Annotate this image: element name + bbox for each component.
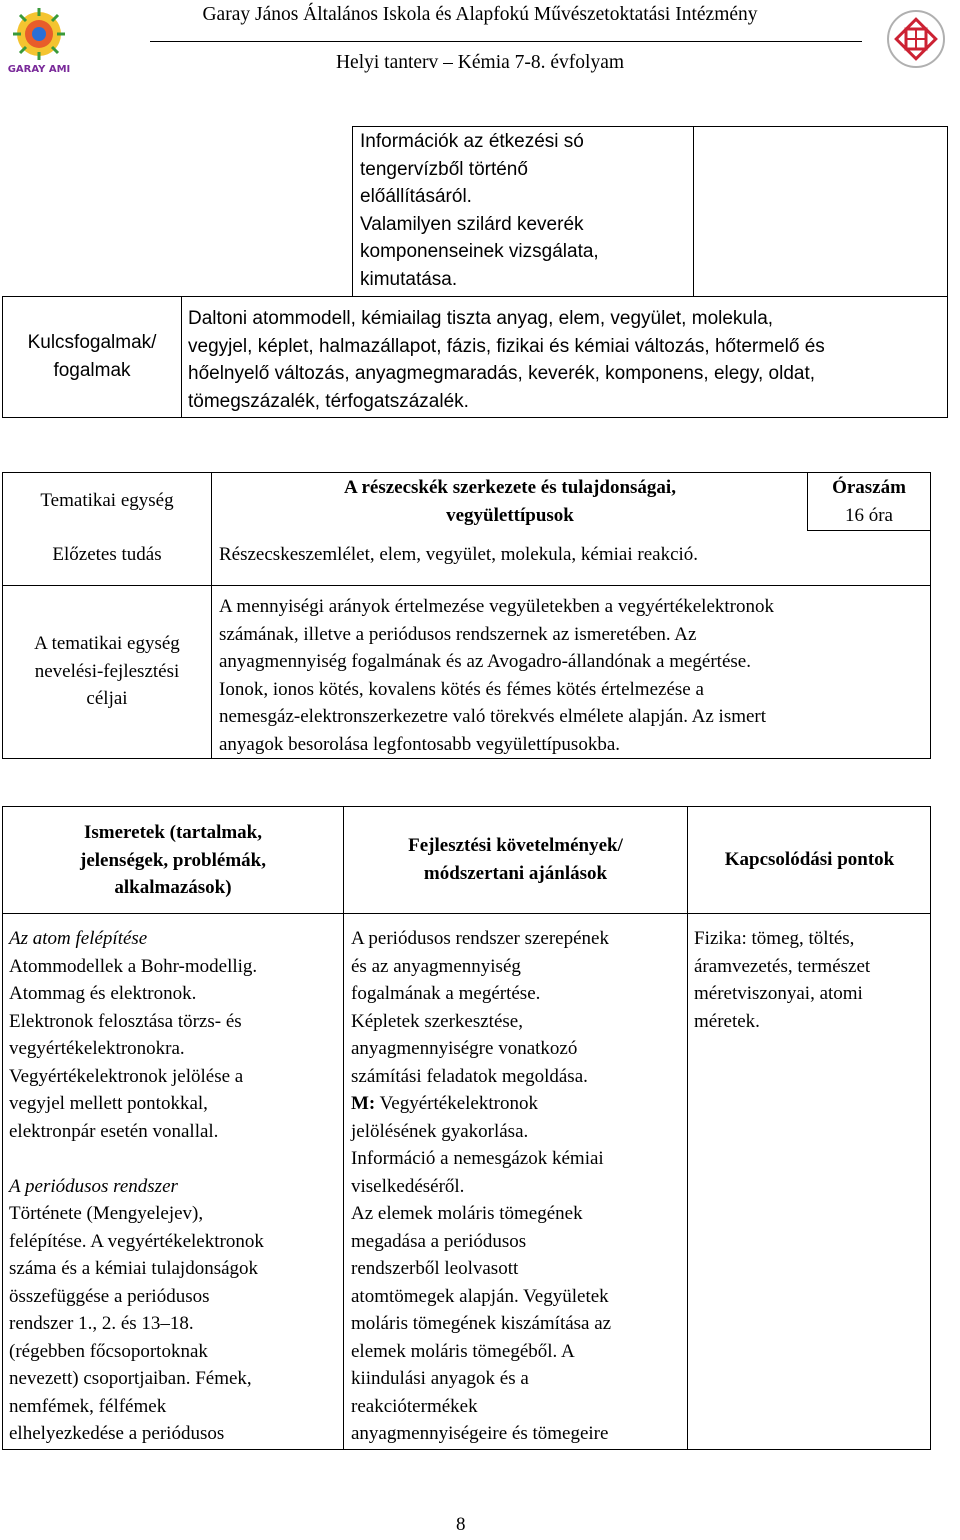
col3-header: Kapcsolódási pontok xyxy=(724,849,895,870)
requirement-line xyxy=(351,1310,685,1338)
col1-header: Ismeretek (tartalmak, jelenségek, problémák, alkalmazások) xyxy=(80,822,266,898)
key-concepts-text: Daltoni atommodell, kémiailag tiszta anyag, elem, vegyület, molekula, vegyjel, képlet, halmazállapot, fázis, fizikai és kémiai változás, hőtermelő és hőelnyelő változás, anyagmegmaradás, keverék, komponens, elegy, oldat, tömegszázalék, térfogatszázalék. xyxy=(188,308,825,412)
knowledge-line: A periódusos rendszer xyxy=(9,1175,178,1197)
knowledge-line: Az atom felépítése xyxy=(9,928,148,949)
knowledge-line: rendszer 1., 2. és 13–18. xyxy=(9,1313,194,1334)
requirement-text: Az elemek moláris tömegének xyxy=(351,1203,583,1224)
unit-label: Tematikai egység xyxy=(40,490,174,511)
logo-text: GARAY AMI xyxy=(7,64,71,75)
cell-divider xyxy=(181,296,182,418)
cell-divider xyxy=(687,806,688,1450)
requirement-line xyxy=(351,980,685,1008)
cell-divider xyxy=(211,472,212,759)
knowledge-line: nemfémek, félfémek xyxy=(9,1395,167,1417)
col2-header: Fejlesztési követelmények/ módszertani ajánlások xyxy=(408,835,623,884)
hours-cell xyxy=(808,474,930,529)
requirement-text: kiindulási anyagok és a xyxy=(351,1368,529,1389)
requirement-line xyxy=(351,953,685,981)
connections-column: Fizika: tömeg, töltés, áramvezetés, természet méretviszonyai, atomi méretek. xyxy=(694,928,871,1032)
requirement-line xyxy=(351,1063,685,1091)
requirement-line xyxy=(351,1228,685,1256)
requirement-line xyxy=(351,1283,685,1311)
goals-label: A tematikai egység nevelési-fejlesztési céljai xyxy=(34,633,180,709)
requirement-line xyxy=(351,1420,685,1448)
requirement-text: viselkedéséről. xyxy=(351,1175,465,1197)
requirement-line xyxy=(351,1200,685,1228)
info-text: Információk az étkezési só tengervízből történő előállításáról. Valamilyen szilárd keverék komponenseinek vizsgálata, kimutatása. xyxy=(360,131,599,290)
requirement-text: Képletek szerkesztése, xyxy=(351,1010,523,1032)
requirement-line xyxy=(351,925,685,953)
requirement-text: jelölésének gyakorlása. xyxy=(351,1120,529,1142)
requirement-line xyxy=(351,1035,685,1063)
knowledge-line: (régebben főcsoportoknak xyxy=(9,1340,208,1362)
knowledge-line: elektronpár esetén vonallal. xyxy=(9,1120,219,1142)
school-name: Garay János Általános Iskola és Alapfokú Művészetoktatási Intézmény xyxy=(202,4,758,25)
requirement-text: atomtömegek alapján. Vegyületek xyxy=(351,1285,609,1307)
requirement-text: moláris tömegének kiszámítása az xyxy=(351,1313,612,1334)
knowledge-line: Atommodellek a Bohr-modellig. xyxy=(9,955,258,977)
requirement-text: elemek moláris tömegéből. A xyxy=(351,1340,575,1362)
requirement-line xyxy=(351,1118,685,1146)
school-logo-right xyxy=(884,8,948,70)
unit-title: A részecskék szerkezete és tulajdonságai, vegyülettípusok xyxy=(344,477,676,526)
requirement-text: és az anyagmennyiség xyxy=(351,955,521,977)
cell-divider xyxy=(2,585,931,586)
requirement-text: számítási feladatok megoldása. xyxy=(351,1065,588,1087)
knowledge-line: vegyértékelektronokra. xyxy=(9,1038,185,1059)
school-logo-left xyxy=(6,6,72,76)
header-divider xyxy=(150,41,862,42)
requirement-line xyxy=(351,1173,685,1201)
method-prefix: M: xyxy=(351,1093,376,1114)
requirement-line xyxy=(351,1255,685,1283)
knowledge-line: Elektronok felosztása törzs- és xyxy=(9,1010,242,1032)
cell-divider xyxy=(2,913,931,914)
knowledge-line: Atommag és elektronok. xyxy=(9,983,197,1004)
knowledge-column xyxy=(9,925,341,1448)
requirement-text: reakciótermékek xyxy=(351,1395,478,1417)
knowledge-line: Története (Mengyelejev), xyxy=(9,1203,204,1224)
cell-divider xyxy=(807,530,931,531)
hours-label: Óraszám xyxy=(832,477,906,498)
knowledge-line: száma és a kémiai tulajdonságok xyxy=(9,1258,259,1279)
cell-divider xyxy=(343,806,344,1450)
requirement-text: Vegyértékelektronok xyxy=(375,1093,538,1114)
curriculum-subtitle: Helyi tanterv – Kémia 7-8. évfolyam xyxy=(335,52,625,73)
page-number: 8 xyxy=(456,1514,466,1535)
key-concepts-label: Kulcsfogalmak/ fogalmak xyxy=(27,332,157,381)
requirements-column xyxy=(351,925,685,1448)
requirement-text: anyagmennyiségeire és tömegeire xyxy=(351,1423,609,1444)
requirement-line xyxy=(351,1365,685,1393)
requirement-text: rendszerből leolvasott xyxy=(351,1258,519,1279)
cell-divider xyxy=(693,126,694,296)
knowledge-line: nevezett) csoportjaiban. Fémek, xyxy=(9,1368,252,1389)
requirement-line xyxy=(351,1338,685,1366)
knowledge-line: összefüggése a periódusos xyxy=(9,1285,210,1307)
knowledge-line xyxy=(9,1145,341,1173)
prior-knowledge-label: Előzetes tudás xyxy=(52,544,162,565)
knowledge-line: vegyjel mellett pontokkal, xyxy=(9,1093,208,1114)
knowledge-line: elhelyezkedése a periódusos xyxy=(9,1423,225,1444)
requirement-text: Információ a nemesgázok kémiai xyxy=(351,1148,604,1169)
requirement-line xyxy=(351,1145,685,1173)
requirement-text: A periódusos rendszer szerepének xyxy=(351,928,609,949)
prior-knowledge-text: Részecskeszemlélet, elem, vegyület, molekula, kémiai reakció. xyxy=(219,544,699,565)
requirement-text: fogalmának a megértése. xyxy=(351,983,541,1004)
requirement-text: megadása a periódusos xyxy=(351,1230,527,1252)
knowledge-line: Vegyértékelektronok jelölése a xyxy=(9,1065,244,1087)
hours-value: 16 óra xyxy=(844,504,893,526)
requirement-text: anyagmennyiségre vonatkozó xyxy=(351,1038,578,1059)
requirement-line xyxy=(351,1008,685,1036)
requirement-line xyxy=(351,1090,685,1118)
knowledge-line: felépítése. A vegyértékelektronok xyxy=(9,1230,264,1252)
goals-text: A mennyiségi arányok értelmezése vegyületekben a vegyértékelektronok számának, illetve a periódusos rendszernek az ismeretében. Az anyagmennyiség fogalmának és az Avogadro-állandónak a megértése. Ionok, ionos kötés, kovalens kötés és fémes kötés értelmezése a nemesgáz-elektronszerkezetre való törekvés elmélete alapján. Az ismert anyagok besorolása legfontosabb vegyülettípusokba. xyxy=(219,596,774,755)
requirement-line xyxy=(351,1393,685,1421)
